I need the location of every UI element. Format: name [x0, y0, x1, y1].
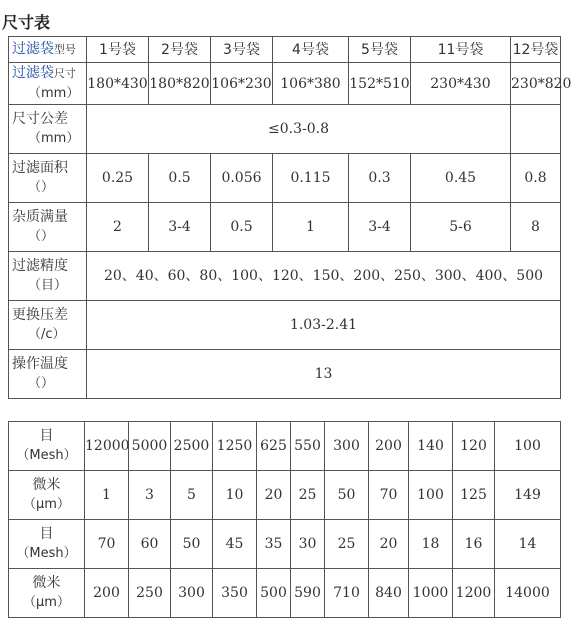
mesh-cell: 16: [453, 520, 495, 569]
temp-row: [9, 350, 561, 399]
mesh-cell: 12000: [85, 422, 129, 471]
area-cell: 0.8: [511, 154, 561, 203]
pressure-row-label: 更换压差 （/c）: [9, 301, 87, 350]
micron-row: [9, 471, 561, 520]
mesh-cell: 2500: [171, 422, 213, 471]
precision-row: [9, 252, 561, 301]
micron-cell: 70: [369, 471, 409, 520]
micron-cell: 1200: [453, 569, 495, 618]
size-cell: 230*820: [511, 63, 561, 105]
pressure-value: 1.03-2.41: [87, 301, 561, 350]
size-table: [8, 36, 572, 399]
micron-cell: 840: [369, 569, 409, 618]
area-cell: 0.5: [149, 154, 211, 203]
mesh-row-label: 目 （Mesh）: [9, 422, 85, 471]
size-row-label: 过滤袋尺寸 （mm）: [9, 63, 87, 105]
micron-cell: 10: [213, 471, 257, 520]
micron-cell: 250: [129, 569, 171, 618]
pressure-row: [9, 301, 561, 350]
tolerance-value: ≤0.3-0.8: [87, 105, 511, 154]
micron-cell: 1000: [409, 569, 453, 618]
size-cell: 152*510: [349, 63, 411, 105]
tolerance-row-label: 尺寸公差 （mm）: [9, 105, 87, 154]
micron-cell: 14000: [495, 569, 561, 618]
page-title: 尺寸表: [2, 13, 51, 32]
size-cell: 106*380: [273, 63, 349, 105]
precision-row-label: 过滤精度 （目）: [9, 252, 87, 301]
mesh-cell: 20: [369, 520, 409, 569]
mesh-cell: 120: [453, 422, 495, 471]
model-cell: 1号袋: [87, 37, 149, 63]
mesh-row-label: 目 （Mesh）: [9, 520, 85, 569]
mesh-cell: 5000: [129, 422, 171, 471]
micron-cell: 20: [257, 471, 291, 520]
model-header-label: 过滤袋型号: [9, 37, 87, 63]
micron-cell: 3: [129, 471, 171, 520]
mesh-row: [9, 422, 561, 471]
mesh-cell: 300: [325, 422, 369, 471]
model-cell: 4号袋: [273, 37, 349, 63]
mesh-table: [8, 421, 561, 618]
area-cell: 0.45: [411, 154, 511, 203]
micron-cell: 50: [325, 471, 369, 520]
area-row-label: 过滤面积 （）: [9, 154, 87, 203]
micron-cell: 25: [291, 471, 325, 520]
capacity-cell: 8: [511, 203, 561, 252]
capacity-row-label: 杂质满量 （）: [9, 203, 87, 252]
area-cell: 0.056: [211, 154, 273, 203]
empty-cell: [511, 105, 561, 154]
capacity-cell: 3-4: [349, 203, 411, 252]
size-cell: 106*230: [211, 63, 273, 105]
micron-cell: 1: [85, 471, 129, 520]
size-cell: 180*430: [87, 63, 149, 105]
model-cell: 11号袋: [411, 37, 511, 63]
mesh-cell: 14: [495, 520, 561, 569]
micron-cell: 350: [213, 569, 257, 618]
micron-cell: 5: [171, 471, 213, 520]
filter-bag-link[interactable]: 过滤袋: [12, 65, 54, 81]
precision-value: 20、40、60、80、100、120、150、200、250、300、400、500: [87, 252, 561, 301]
micron-cell: 710: [325, 569, 369, 618]
capacity-cell: 2: [87, 203, 149, 252]
size-cell: 230*430: [411, 63, 511, 105]
mesh-cell: 625: [257, 422, 291, 471]
model-cell: 12号袋: [511, 37, 561, 63]
temp-row-label: 操作温度 （）: [9, 350, 87, 399]
mesh-cell: 50: [171, 520, 213, 569]
micron-row-label: 微米 （μm）: [9, 569, 85, 618]
size-cell: 180*820: [149, 63, 211, 105]
size-row: [9, 63, 561, 105]
micron-cell: 125: [453, 471, 495, 520]
micron-cell: 300: [171, 569, 213, 618]
mesh-cell: 60: [129, 520, 171, 569]
micron-cell: 149: [495, 471, 561, 520]
model-header-row: [9, 37, 561, 63]
micron-cell: 500: [257, 569, 291, 618]
capacity-row: [9, 203, 561, 252]
area-cell: 0.3: [349, 154, 411, 203]
micron-cell: 100: [409, 471, 453, 520]
model-cell: 3号袋: [211, 37, 273, 63]
tolerance-row: [9, 105, 561, 154]
temp-value: 13: [87, 350, 561, 399]
capacity-cell: 0.5: [211, 203, 273, 252]
mesh-cell: 35: [257, 520, 291, 569]
model-cell: 5号袋: [349, 37, 411, 63]
area-row: [9, 154, 561, 203]
mesh-cell: 100: [495, 422, 561, 471]
micron-row: [9, 569, 561, 618]
mesh-row: [9, 520, 561, 569]
micron-cell: 590: [291, 569, 325, 618]
mesh-cell: 25: [325, 520, 369, 569]
mesh-cell: 30: [291, 520, 325, 569]
area-cell: 0.115: [273, 154, 349, 203]
mesh-cell: 45: [213, 520, 257, 569]
area-cell: 0.25: [87, 154, 149, 203]
mesh-cell: 140: [409, 422, 453, 471]
mesh-cell: 1250: [213, 422, 257, 471]
model-cell: 2号袋: [149, 37, 211, 63]
capacity-cell: 5-6: [411, 203, 511, 252]
filter-bag-link[interactable]: 过滤袋: [12, 41, 54, 57]
micron-cell: 200: [85, 569, 129, 618]
mesh-cell: 70: [85, 520, 129, 569]
capacity-cell: 1: [273, 203, 349, 252]
capacity-cell: 3-4: [149, 203, 211, 252]
mesh-cell: 18: [409, 520, 453, 569]
micron-row-label: 微米 （μm）: [9, 471, 85, 520]
mesh-cell: 550: [291, 422, 325, 471]
mesh-cell: 200: [369, 422, 409, 471]
